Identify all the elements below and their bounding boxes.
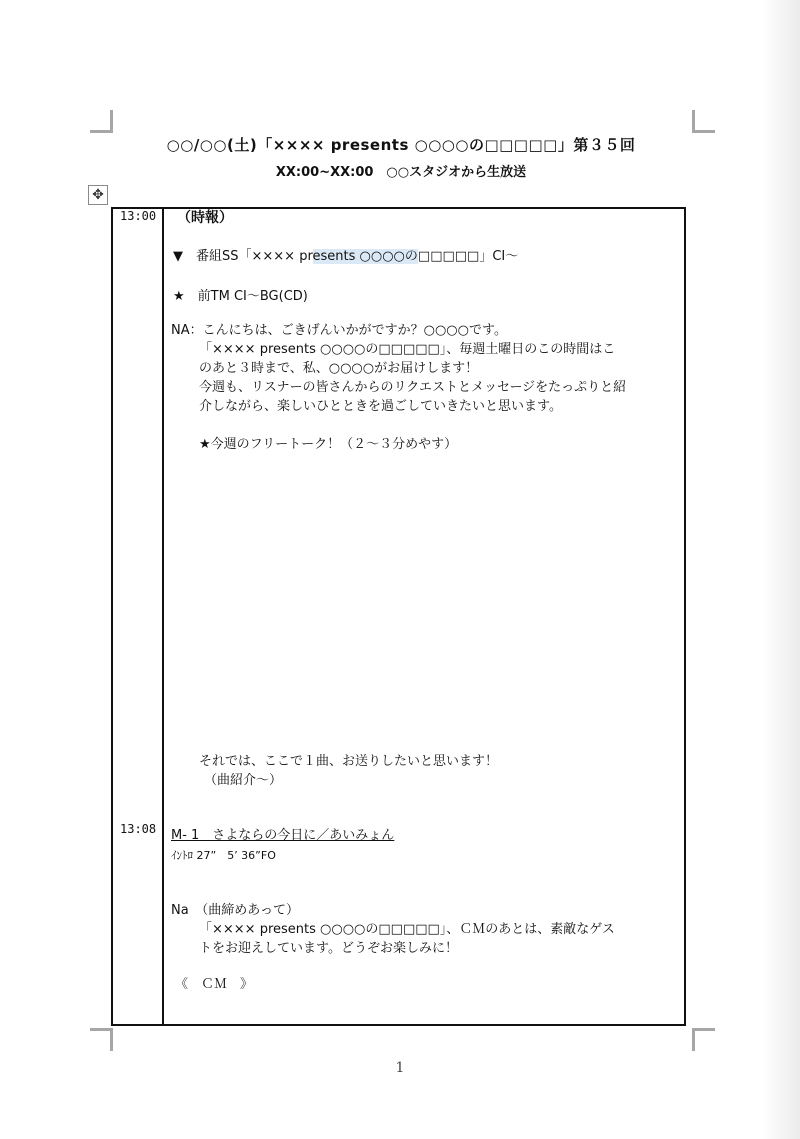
script-line: それでは、ここで１曲、お送りしたいと思います！ — [199, 754, 499, 769]
script-line: 介しながら、楽しいひとときを過ごしていきたいと思います。 — [199, 399, 562, 414]
music-cue: M- 1 さよならの今日に／あいみょん — [171, 828, 395, 843]
script-line: 「×××× presents ○○○○の□□□□□」、ＣＭのあとは、素敵なゲス — [199, 922, 615, 937]
music-timing: ｲﾝﾄﾛ 27” 5’ 36”FO — [171, 849, 276, 862]
crop-mark-top-right — [692, 110, 715, 133]
time-column-divider — [162, 209, 164, 1024]
script-line: ★今週のフリートーク！（２～３分めやす） — [199, 437, 458, 452]
time-signal: （時報） — [177, 210, 233, 226]
crop-mark-bottom-right — [692, 1028, 715, 1051]
script-line: ★ 前TM CI～BG(CD) — [173, 289, 308, 304]
cm-marker: 《 ＣＭ 》 — [175, 977, 254, 992]
script-line: のあと３時まで、私、○○○○がお届けします！ — [199, 361, 479, 376]
script-table — [111, 207, 686, 1026]
script-line: 今週も、リスナーの皆さんからのリクエストとメッセージをたっぷりと紹 — [199, 380, 627, 395]
script-line: Na （曲締めあって） — [171, 903, 300, 918]
selected-text: esents ○○○○の — [312, 249, 418, 264]
move-cross-icon[interactable]: ✥ — [88, 185, 108, 205]
crop-mark-bottom-left — [90, 1028, 113, 1051]
time-cell: 13:00 — [120, 209, 157, 223]
script-line: トをお迎えしています。どうぞお楽しみに！ — [199, 941, 458, 956]
document-title: ○○/○○(土)「×××× presents ○○○○の□□□□□」第３５回 — [166, 136, 636, 154]
script-line: 「×××× presents ○○○○の□□□□□」、毎週土曜日のこの時間はこ — [199, 342, 616, 357]
page-edge-shade — [762, 0, 800, 1139]
page-number: 1 — [395, 1060, 405, 1076]
script-line: （曲紹介～） — [204, 773, 283, 788]
crop-mark-top-left — [90, 110, 113, 133]
document-subtitle: XX:00~XX:00 ○○スタジオから生放送 — [275, 165, 527, 180]
script-line: NA：こんにちは、ごきげんいかがですか？○○○○です。 — [171, 323, 507, 338]
script-line: ▼ 番組SS「×××× presents ○○○○の□□□□□」CI～ — [173, 249, 519, 264]
time-cell: 13:08 — [120, 822, 157, 836]
